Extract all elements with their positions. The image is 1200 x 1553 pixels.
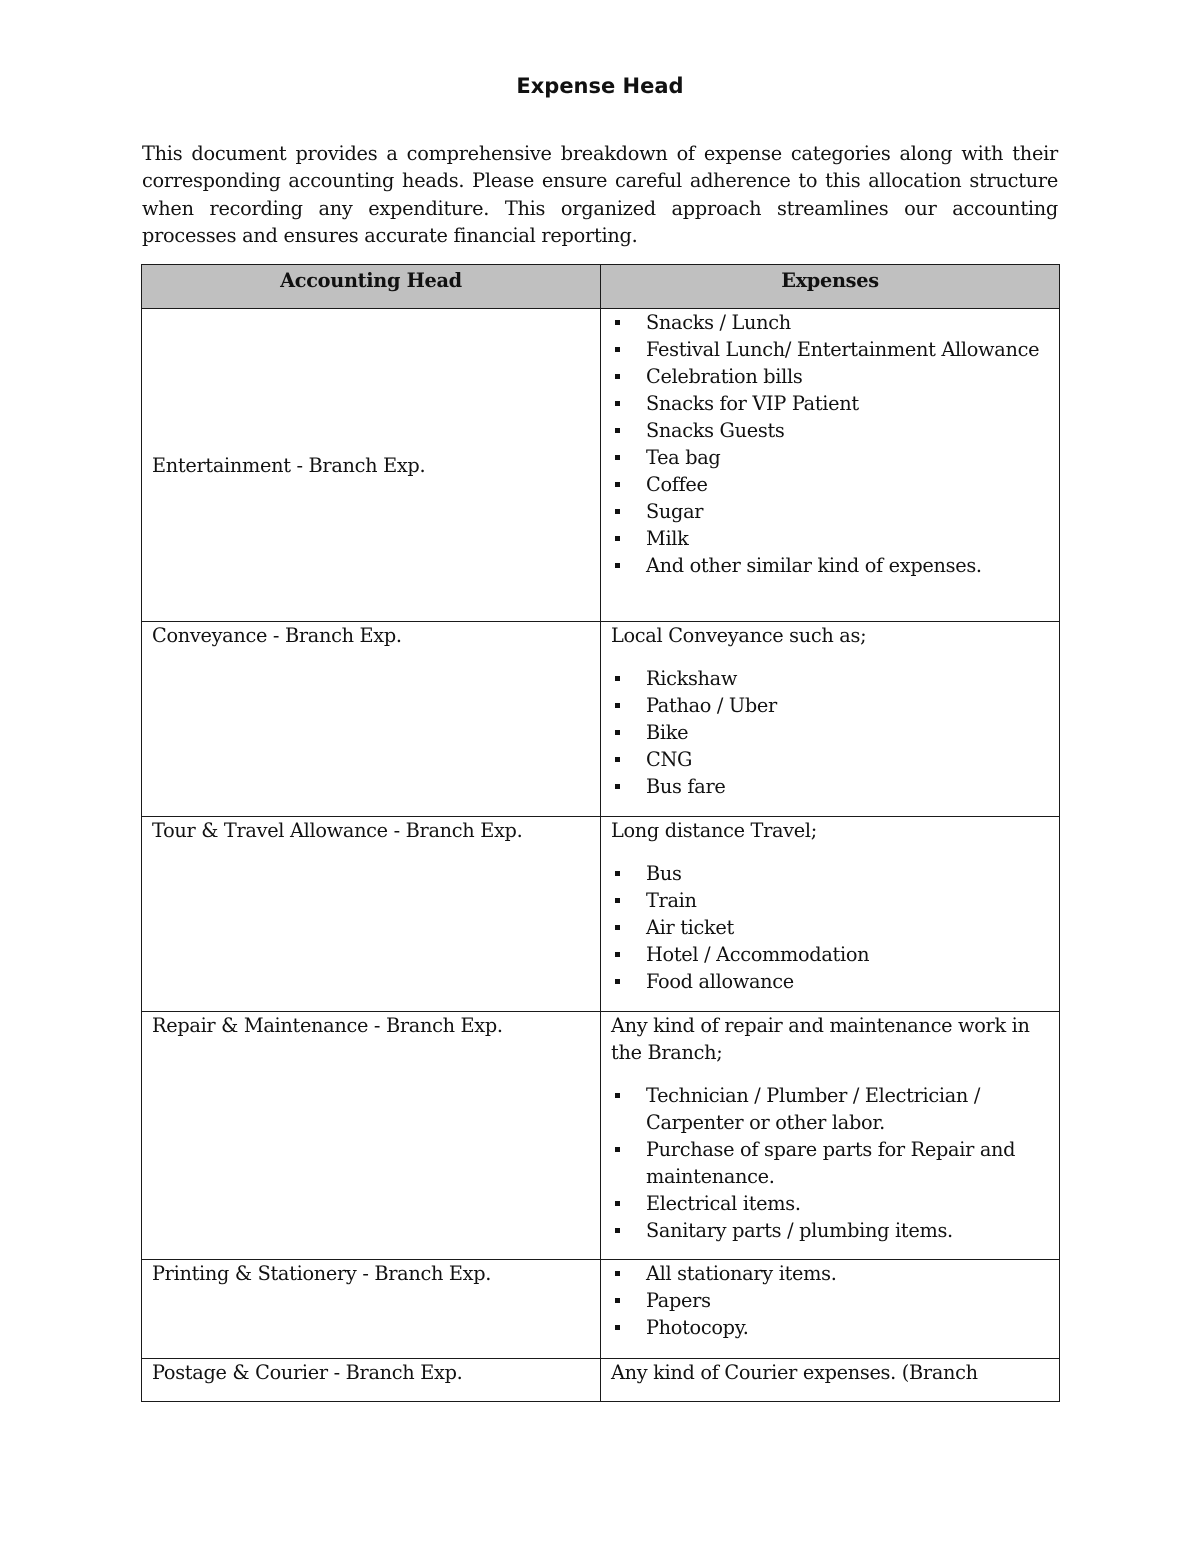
accounting-head-entertainment: Entertainment - Branch Exp. [152, 453, 426, 477]
list-item: Papers [611, 1287, 1049, 1314]
accounting-head-postage-courier: Postage & Courier - Branch Exp. [152, 1361, 463, 1384]
expense-lead-text: Local Conveyance such as; [611, 624, 867, 647]
expense-list [611, 665, 1049, 800]
list-item: Snacks for VIP Patient [611, 390, 1049, 417]
table-row [142, 817, 1060, 1012]
list-item: Sanitary parts / plumbing items. [611, 1217, 1049, 1244]
list-item: Bus [611, 860, 1049, 887]
list-item: All stationary items. [611, 1260, 1049, 1287]
table-header-row [142, 265, 1060, 309]
list-item: Purchase of spare parts for Repair and maintenance. [611, 1136, 1049, 1190]
table-row [142, 309, 1060, 622]
list-item: Coffee [611, 471, 1049, 498]
column-header-accounting-head: Accounting Head [142, 265, 601, 309]
expenses-cell [601, 309, 1060, 622]
expenses-cell [601, 1012, 1060, 1260]
list-item: And other similar kind of expenses. [611, 552, 1049, 579]
list-item: Snacks Guests [611, 417, 1049, 444]
table-row [142, 1260, 1060, 1359]
document-title: Expense Head [516, 74, 684, 98]
expenses-cell [601, 817, 1060, 1012]
expenses-cell [601, 1260, 1060, 1359]
list-item: Sugar [611, 498, 1049, 525]
expense-list [611, 309, 1049, 579]
expenses-cell [601, 622, 1060, 817]
expense-list [611, 1260, 1049, 1341]
accounting-head-cell [142, 622, 601, 817]
list-item: Bus fare [611, 773, 1049, 800]
expenses-cell [601, 1359, 1060, 1402]
accounting-head-cell [142, 309, 601, 622]
list-item: Milk [611, 525, 1049, 552]
list-item: Air ticket [611, 914, 1049, 941]
list-item: Technician / Plumber / Electrician / Carpenter or other labor. [611, 1082, 1049, 1136]
accounting-head-cell [142, 1359, 601, 1402]
accounting-head-tour-travel: Tour & Travel Allowance - Branch Exp. [152, 819, 523, 842]
list-item: Photocopy. [611, 1314, 1049, 1341]
accounting-head-cell [142, 817, 601, 1012]
list-item: Food allowance [611, 968, 1049, 995]
table-row [142, 1359, 1060, 1402]
list-item: Tea bag [611, 444, 1049, 471]
expense-list [611, 1082, 1049, 1244]
table-row [142, 1012, 1060, 1260]
list-item: Festival Lunch/ Entertainment Allowance [611, 336, 1049, 363]
expense-lead-text: Any kind of repair and maintenance work in the Branch; [611, 1014, 1030, 1064]
accounting-head-repair-maintenance: Repair & Maintenance - Branch Exp. [152, 1014, 503, 1037]
expense-table [141, 264, 1060, 1402]
accounting-head-printing-stationery: Printing & Stationery - Branch Exp. [152, 1262, 492, 1285]
accounting-head-cell [142, 1260, 601, 1359]
list-item: Celebration bills [611, 363, 1049, 390]
list-item: Rickshaw [611, 665, 1049, 692]
list-item: Hotel / Accommodation [611, 941, 1049, 968]
list-item: Pathao / Uber [611, 692, 1049, 719]
expense-lead-text: Any kind of Courier expenses. (Branch [611, 1361, 978, 1384]
accounting-head-conveyance: Conveyance - Branch Exp. [152, 624, 402, 647]
list-item: Bike [611, 719, 1049, 746]
expense-lead-text: Long distance Travel; [611, 819, 817, 842]
list-item: Electrical items. [611, 1190, 1049, 1217]
expense-list [611, 860, 1049, 995]
table-row [142, 622, 1060, 817]
list-item: Snacks / Lunch [611, 309, 1049, 336]
list-item: CNG [611, 746, 1049, 773]
column-header-expenses: Expenses [601, 265, 1060, 309]
intro-paragraph: This document provides a comprehensive breakdown of expense categories along with their corresponding accounting heads. Please ensure careful adherence to this allocation structure when recording any expenditure. This organized approach streamlines our accounting processes and ensures accurate financial reporting. [142, 142, 1058, 247]
list-item: Train [611, 887, 1049, 914]
accounting-head-cell [142, 1012, 601, 1260]
